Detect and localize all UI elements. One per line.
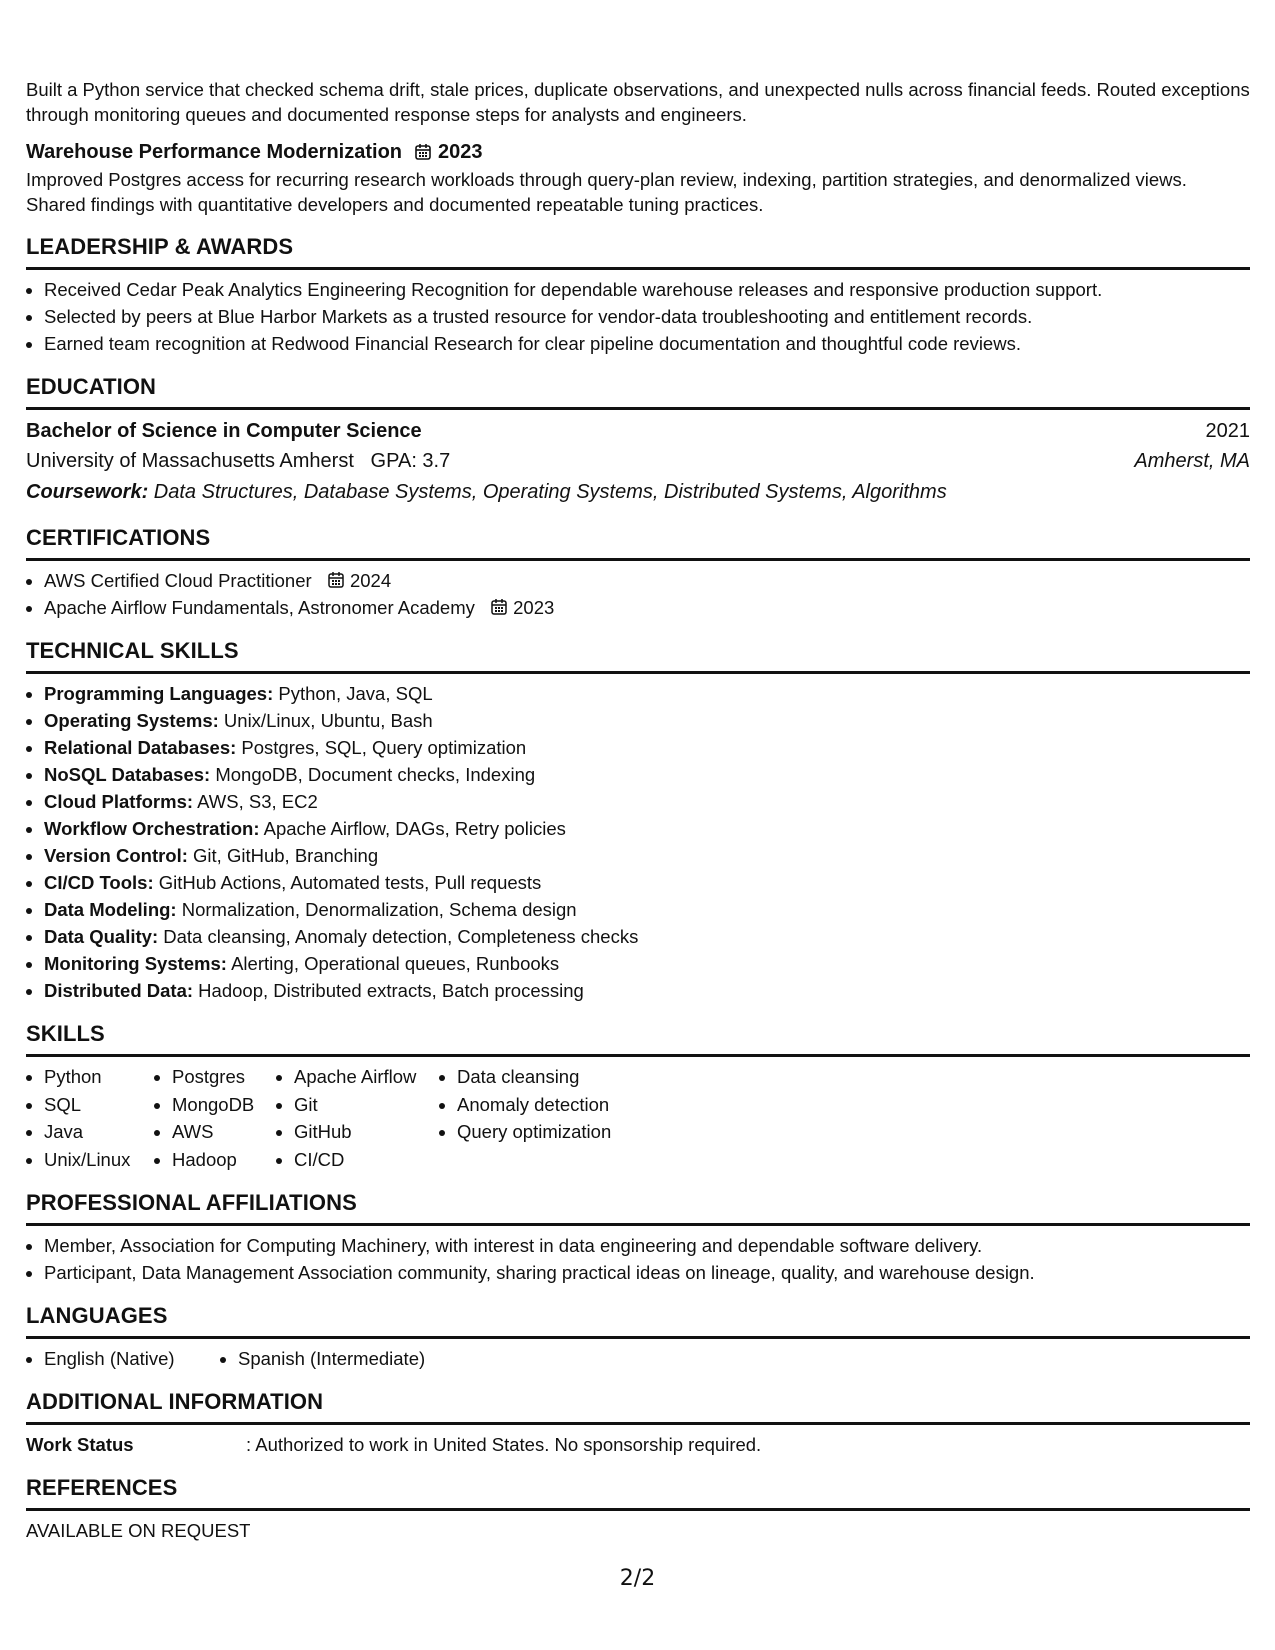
skill-value: Unix/Linux, Ubuntu, Bash: [218, 710, 433, 731]
section-heading: LANGUAGES: [26, 1302, 1250, 1339]
technical-skills-list: [26, 680, 1250, 1004]
list-item: [44, 707, 1250, 734]
school-gpa: University of Massachusetts Amherst GPA: 3.7: [26, 450, 451, 472]
list-item: • Query optimization: [457, 1118, 657, 1146]
list-item: • Postgres: [172, 1063, 276, 1091]
section-heading: EDUCATION: [26, 373, 1250, 410]
graduation-year: 2021: [1205, 420, 1250, 442]
list-item: • MongoDB: [172, 1091, 276, 1119]
intro-paragraph: Built a Python service that checked schema drift, stale prices, duplicate observations, and unexpected nulls across financial feeds. Routed exceptions through monitoring queues and documented response steps for analysts and engineers.: [26, 79, 1250, 125]
list-item: • Git: [294, 1091, 439, 1119]
skill-value: Hadoop, Distributed extracts, Batch processing: [193, 980, 584, 1001]
references-section: [26, 1474, 1250, 1544]
list-item: • Data cleansing: [457, 1063, 657, 1091]
list-item: [44, 950, 1250, 977]
skill-label: Monitoring Systems:: [44, 953, 227, 974]
list-item: • AWS: [172, 1118, 276, 1146]
skill-label: CI/CD Tools:: [44, 872, 154, 893]
skill-value: MongoDB, Document checks, Indexing: [210, 764, 536, 785]
work-status-value: : Authorized to work in United States. No sponsorship required.: [246, 1434, 762, 1455]
list-item: [44, 594, 1250, 621]
project-title: Warehouse Performance Modernization: [26, 140, 402, 163]
list-item: [44, 734, 1250, 761]
coursework-list: Data Structures, Database Systems, Operating Systems, Distributed Systems, Algorithms: [148, 481, 947, 503]
list-item: [44, 680, 1250, 707]
references-text: AVAILABLE ON REQUEST: [26, 1520, 251, 1541]
skill-value: Postgres, SQL, Query optimization: [236, 737, 527, 758]
skill-label: Distributed Data:: [44, 980, 194, 1001]
skills-column: [276, 1063, 439, 1173]
work-status-row: [26, 1431, 1250, 1458]
skill-value: Normalization, Denormalization, Schema design: [176, 899, 577, 920]
skill-value: Git, GitHub, Branching: [187, 845, 379, 866]
list-item: • Apache Airflow: [294, 1063, 439, 1091]
skill-label: Workflow Orchestration:: [44, 818, 260, 839]
education-degree-row: [26, 416, 1250, 446]
skill-label: Data Quality:: [44, 926, 159, 947]
education-school-row: [26, 446, 1250, 476]
leadership-list: [26, 276, 1250, 357]
section-heading: CERTIFICATIONS: [26, 524, 1250, 561]
section-heading: LEADERSHIP & AWARDS: [26, 233, 1250, 270]
calendar-icon: [327, 571, 345, 589]
skill-label: Programming Languages:: [44, 683, 274, 704]
project-year: 2023: [438, 140, 483, 163]
section-heading: PROFESSIONAL AFFILIATIONS: [26, 1189, 1250, 1226]
affiliations-section: [26, 1189, 1250, 1286]
skill-label: Version Control:: [44, 845, 188, 866]
skill-label: Cloud Platforms:: [44, 791, 194, 812]
skill-label: Data Modeling:: [44, 899, 177, 920]
languages-row: [26, 1345, 1250, 1372]
list-item: [44, 761, 1250, 788]
cert-name: AWS Certified Cloud Practitioner: [44, 570, 312, 591]
skills-section: [26, 1020, 1250, 1173]
list-item: [44, 788, 1250, 815]
list-item: • Unix/Linux: [44, 1146, 154, 1174]
list-item: [44, 567, 1250, 594]
list-item: • Python: [44, 1063, 154, 1091]
list-item: [44, 815, 1250, 842]
technical-skills-section: [26, 637, 1250, 1004]
list-item: • Earned team recognition at Redwood Financial Research for clear pipeline documentation and thoughtful code reviews.: [44, 330, 1250, 357]
affiliations-list: [26, 1232, 1250, 1286]
list-item: • Selected by peers at Blue Harbor Markets as a trusted resource for vendor-data troubleshooting and entitlement records.: [44, 303, 1250, 330]
education-section: [26, 373, 1250, 508]
list-item: • Java: [44, 1118, 154, 1146]
skill-value: Data cleansing, Anomaly detection, Completeness checks: [158, 926, 639, 947]
list-item: • SQL: [44, 1091, 154, 1119]
list-item: [44, 977, 1250, 1004]
skill-label: Relational Databases:: [44, 737, 237, 758]
coursework-label: Coursework:: [26, 481, 149, 503]
cert-year: 2023: [513, 597, 555, 618]
list-item: • CI/CD: [294, 1146, 439, 1174]
list-item: [44, 896, 1250, 923]
list-item: • Member, Association for Computing Machinery, with interest in data engineering and dependable software delivery.: [44, 1232, 1250, 1259]
skill-value: Alerting, Operational queues, Runbooks: [226, 953, 560, 974]
certifications-section: [26, 524, 1250, 621]
skill-label: Operating Systems:: [44, 710, 219, 731]
skills-columns: [26, 1063, 1250, 1173]
list-item: [44, 842, 1250, 869]
school-location: Amherst, MA: [1134, 450, 1250, 472]
list-item: • Spanish (Intermediate): [238, 1345, 425, 1372]
skill-value: Apache Airflow, DAGs, Retry policies: [259, 818, 566, 839]
additional-info-section: [26, 1388, 1250, 1458]
languages-section: [26, 1302, 1250, 1372]
calendar-icon: [490, 598, 508, 616]
list-item: [44, 869, 1250, 896]
skill-value: AWS, S3, EC2: [193, 791, 318, 812]
section-heading: ADDITIONAL INFORMATION: [26, 1388, 1250, 1425]
list-item: • Hadoop: [172, 1146, 276, 1174]
skills-column: [26, 1063, 154, 1173]
skill-value: Python, Java, SQL: [273, 683, 433, 704]
section-heading: TECHNICAL SKILLS: [26, 637, 1250, 674]
degree-title: Bachelor of Science in Computer Science: [26, 420, 422, 442]
certifications-list: [26, 567, 1250, 621]
list-item: • Anomaly detection: [457, 1091, 657, 1119]
skill-label: NoSQL Databases:: [44, 764, 211, 785]
skills-column: [439, 1063, 657, 1173]
work-status-label: Work Status: [26, 1434, 134, 1455]
calendar-icon: [414, 143, 432, 161]
section-heading: REFERENCES: [26, 1474, 1250, 1511]
leadership-section: [26, 233, 1250, 357]
section-heading: SKILLS: [26, 1020, 1250, 1057]
coursework: [26, 476, 1250, 508]
cert-year: 2024: [349, 570, 392, 591]
project-description: Improved Postgres access for recurring research workloads through query-plan review, indexing, partition strategies, and denormalized views. Shared findings with quantitative developers and documented repeatable tuning practices.: [26, 169, 1187, 215]
list-item: • GitHub: [294, 1118, 439, 1146]
cert-name: Apache Airflow Fundamentals, Astronomer Academy: [44, 597, 475, 618]
list-item: [44, 923, 1250, 950]
skills-column: [154, 1063, 276, 1173]
project-title-row: [26, 139, 1250, 165]
skill-value: GitHub Actions, Automated tests, Pull requests: [153, 872, 542, 893]
page-number: 2/2: [619, 1566, 656, 1591]
resume-page: [26, 78, 1250, 1544]
list-item: • English (Native): [44, 1345, 220, 1372]
language-column: [220, 1345, 425, 1372]
list-item: • Participant, Data Management Association community, sharing practical ideas on lineage, quality, and warehouse design.: [44, 1259, 1250, 1286]
list-item: • Received Cedar Peak Analytics Engineering Recognition for dependable warehouse releases and responsive production support.: [44, 276, 1250, 303]
language-column: [26, 1345, 220, 1372]
